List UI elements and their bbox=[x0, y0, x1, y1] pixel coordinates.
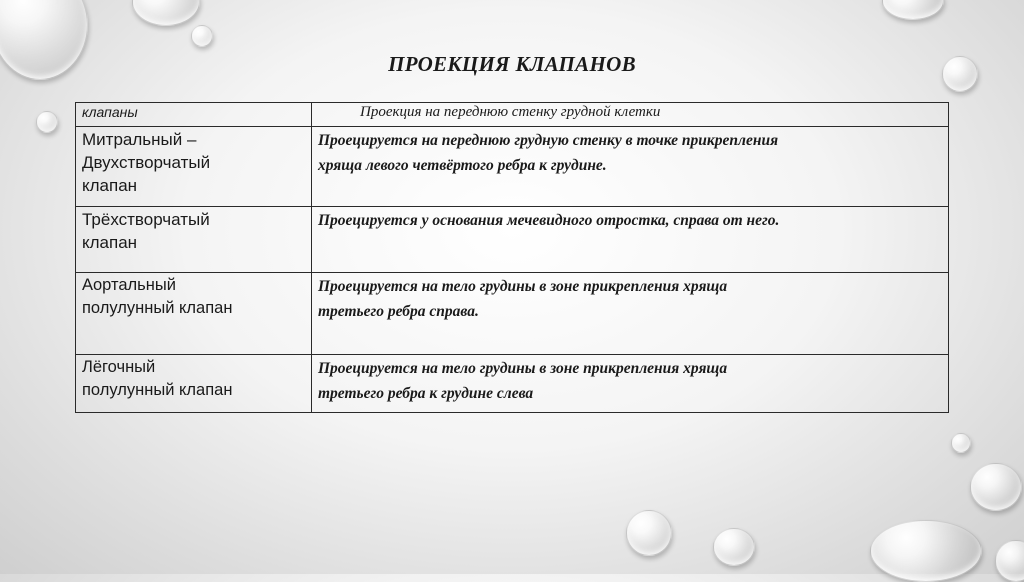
valve-name-line: полулунный клапан bbox=[82, 299, 233, 317]
valve-name-line: клапан bbox=[82, 233, 138, 252]
projection-line: Проецируется на тело грудины в зоне прикрепления хряща bbox=[318, 360, 728, 377]
water-drop-decoration bbox=[36, 111, 58, 133]
projection-cell bbox=[312, 355, 949, 413]
water-drop-decoration bbox=[995, 540, 1024, 582]
slide-title: ПРОЕКЦИЯ КЛАПАНОВ bbox=[388, 52, 636, 76]
valve-name-cell bbox=[76, 273, 312, 355]
header-cell-projection: Проекция на переднюю стенку грудной клетки bbox=[312, 103, 949, 127]
valve-name-cell bbox=[76, 207, 312, 273]
valve-name-line: полулунный клапан bbox=[82, 381, 233, 399]
valve-name-cell bbox=[76, 127, 312, 207]
projection-line: третьего ребра справа. bbox=[318, 303, 479, 320]
table-row bbox=[76, 207, 949, 273]
projection-cell bbox=[312, 207, 949, 273]
water-drop-decoration bbox=[970, 463, 1022, 511]
water-drop-decoration bbox=[713, 528, 755, 566]
valve-name-line: Трёхстворчатый bbox=[82, 210, 210, 229]
projection-line: третьего ребра к грудине слева bbox=[318, 385, 534, 402]
projection-cell bbox=[312, 127, 949, 207]
valve-name-line: Лёгочный bbox=[82, 358, 156, 376]
header-cell-valves: клапаны bbox=[76, 103, 312, 127]
table-header-row bbox=[76, 103, 949, 127]
water-drop-decoration bbox=[132, 0, 200, 26]
projection-line: Проецируется у основания мечевидного отростка, справа от него. bbox=[318, 212, 780, 229]
projection-line: Проецируется на переднюю грудную стенку в точке прикрепления bbox=[318, 132, 779, 149]
table-row bbox=[76, 355, 949, 413]
table-row bbox=[76, 273, 949, 355]
water-drop-decoration bbox=[882, 0, 944, 20]
valve-name-line: Митральный – bbox=[82, 130, 197, 149]
water-drop-decoration bbox=[951, 433, 971, 453]
water-drop-decoration bbox=[870, 520, 982, 582]
projection-line: хряща левого четвёртого ребра к грудине. bbox=[318, 157, 607, 174]
projection-cell bbox=[312, 273, 949, 355]
water-drop-decoration bbox=[191, 25, 213, 47]
water-drop-decoration bbox=[626, 510, 672, 556]
valve-name-line: Аортальный bbox=[82, 276, 176, 294]
valve-name-cell bbox=[76, 355, 312, 413]
projection-line: Проецируется на тело грудины в зоне прикрепления хряща bbox=[318, 278, 728, 295]
table-row bbox=[76, 127, 949, 207]
valve-name-line: клапан bbox=[82, 176, 138, 195]
valves-table bbox=[75, 102, 949, 413]
valve-name-line: Двухстворчатый bbox=[82, 153, 211, 172]
